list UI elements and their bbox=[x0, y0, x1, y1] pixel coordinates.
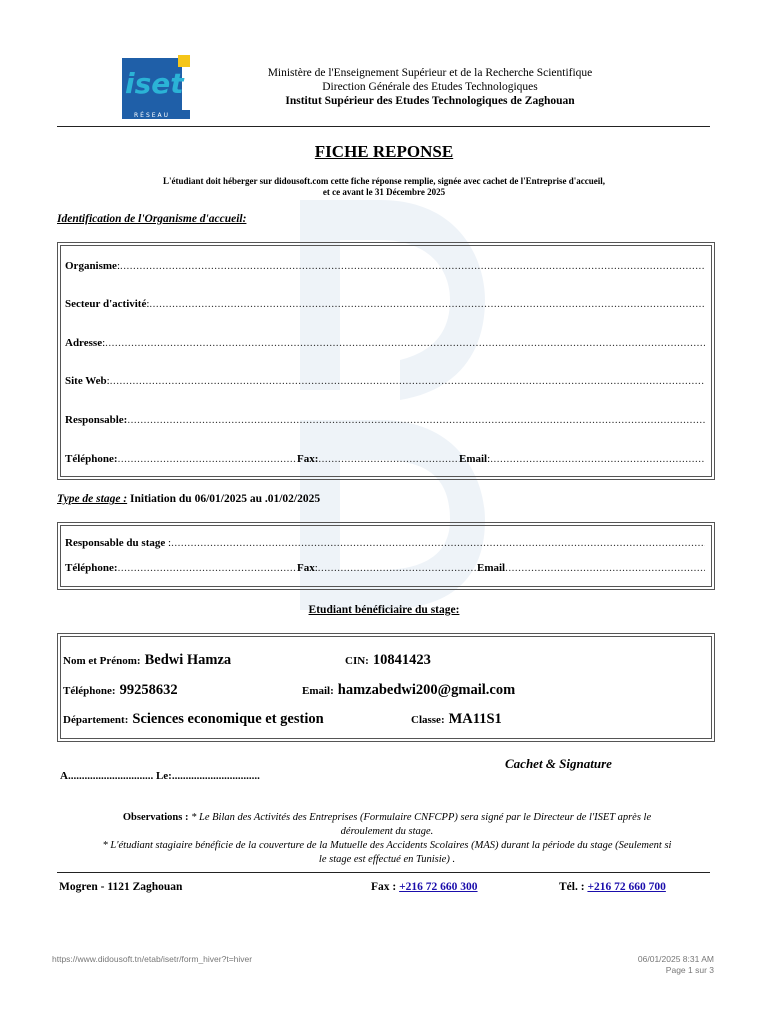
site-web-field[interactable]: Site Web : ..... bbox=[65, 375, 705, 387]
print-url: https://www.didousoft.tn/etab/isetr/form_hiver?t=hiver bbox=[52, 954, 253, 964]
responsable-stage-box bbox=[57, 522, 715, 590]
responsable-field[interactable]: Responsable: ..... bbox=[65, 414, 705, 426]
student-box bbox=[57, 633, 715, 742]
place-label: A bbox=[60, 770, 68, 782]
responsable-stage-field[interactable]: Responsable du stage : ..... bbox=[65, 537, 705, 549]
student-name: Nom et Prénom: Bedwi Hamza bbox=[63, 652, 232, 668]
stage-type bbox=[57, 493, 320, 505]
student-email: Email: hamzabedwi200@gmail.com bbox=[302, 682, 516, 698]
instructions-line2: et ce avant le 31 Décembre 2025 bbox=[322, 187, 446, 197]
organisme-field[interactable]: Organisme : ..... bbox=[65, 260, 705, 272]
organisme-section-label: Identification de l'Organisme d'accueil: bbox=[57, 213, 247, 225]
telephone-field[interactable]: Téléphone: ..... bbox=[65, 453, 297, 465]
date-label: Le: bbox=[155, 770, 172, 782]
observation-line2: déroulement du stage. bbox=[340, 826, 434, 837]
page-title: FICHE REPONSE bbox=[314, 142, 454, 161]
stage-telephone-field[interactable]: Téléphone: ..... bbox=[65, 562, 297, 574]
footer-address: Mogren - 1121 Zaghouan bbox=[59, 881, 183, 893]
observations-label: Observations : bbox=[122, 812, 189, 823]
footer-fax: Fax : +216 72 660 300 bbox=[371, 881, 478, 893]
contact-row bbox=[65, 453, 705, 465]
email-field[interactable]: Email : ..... bbox=[459, 453, 705, 465]
student-department: Département: Sciences economique et gestion bbox=[63, 711, 324, 727]
header-direction: Direction Générale des Etudes Technologiques bbox=[322, 81, 538, 93]
stage-email-field[interactable]: Email ..... bbox=[477, 562, 705, 574]
header-ministry: Ministère de l'Enseignement Supérieur et de la Recherche Scientifique bbox=[267, 67, 593, 79]
tel-link[interactable]: +216 72 660 700 bbox=[587, 881, 666, 893]
observation-line1: Observations : * Le Bilan des Activités des Entreprises (Formulaire CNFCPP) sera signé par le Directeur de l'ISET après le bbox=[122, 812, 652, 823]
print-page-number: Page 1 sur 3 bbox=[665, 965, 714, 975]
observation-line3: * L'étudiant stagiaire bénéficie de la couverture de la Mutuelle des Accidents Scolaires (MAS) durant la période du stage (Seulement si bbox=[102, 840, 672, 851]
secteur-field[interactable]: Secteur d'activité : ..... bbox=[65, 298, 705, 310]
header-divider bbox=[57, 126, 710, 127]
footer-divider bbox=[57, 872, 710, 873]
iset-logo bbox=[122, 55, 190, 119]
student-phone: Téléphone: 99258632 bbox=[63, 682, 178, 698]
student-class: Classe: MA11S1 bbox=[411, 711, 502, 727]
fax-link[interactable]: +216 72 660 300 bbox=[399, 881, 478, 893]
student-section-label: Etudiant bénéficiaire du stage: bbox=[308, 604, 460, 616]
logo-text: iset bbox=[125, 67, 184, 100]
stage-type-label: Type de stage : bbox=[57, 493, 128, 505]
logo-subtext: RÉSEAU bbox=[134, 112, 171, 119]
student-cin: CIN: 10841423 bbox=[345, 652, 431, 668]
observation-line4: le stage est effectué en Tunisie) . bbox=[318, 854, 456, 865]
adresse-field[interactable]: Adresse : ..... bbox=[65, 337, 705, 349]
cachet-signature-label: Cachet & Signature bbox=[505, 756, 612, 771]
place-date-field[interactable]: A............................... Le:................................ bbox=[60, 770, 260, 782]
stage-contact-row bbox=[65, 562, 705, 574]
instructions-line1: L'étudiant doit héberger sur didousoft.com cette fiche réponse remplie, signée avec cachet de l'Entreprise d'accueil, bbox=[162, 176, 606, 186]
stage-fax-field[interactable]: Fax : ..... bbox=[297, 562, 477, 574]
footer-tel: Tél. : +216 72 660 700 bbox=[559, 881, 666, 893]
stage-type-value: Initiation du 06/01/2025 au .01/02/2025 bbox=[130, 493, 321, 505]
organisme-box bbox=[57, 242, 715, 480]
print-datetime: 06/01/2025 8:31 AM bbox=[637, 954, 714, 964]
fax-field[interactable]: Fax: ..... bbox=[297, 453, 459, 465]
header-institute: Institut Supérieur des Etudes Technologiques de Zaghouan bbox=[285, 95, 575, 107]
